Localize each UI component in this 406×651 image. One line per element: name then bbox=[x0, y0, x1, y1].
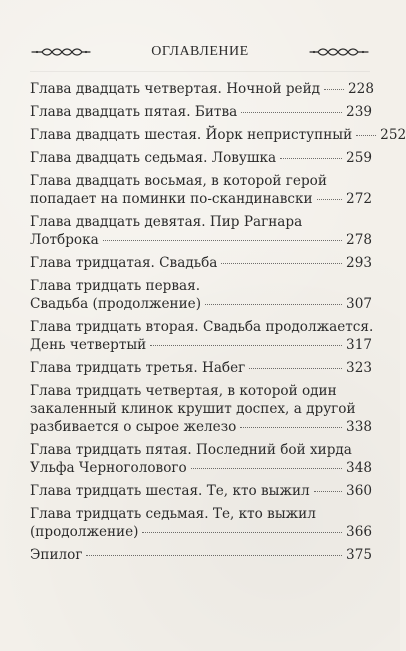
dot-leader bbox=[142, 532, 342, 533]
toc-page-number: 338 bbox=[346, 419, 372, 435]
toc-entry[interactable] bbox=[30, 359, 372, 377]
dot-leader bbox=[191, 468, 342, 469]
dot-leader bbox=[221, 263, 342, 264]
toc-entry-title: День четвертый bbox=[30, 337, 147, 353]
page-title: ОГЛАВЛЕНИЕ bbox=[151, 44, 249, 59]
toc-entry[interactable] bbox=[30, 546, 372, 564]
toc-entry-line: Глава тридцать четвертая, в которой один bbox=[30, 383, 337, 399]
toc-entry-last-line bbox=[30, 482, 372, 500]
dot-leader bbox=[317, 199, 342, 200]
toc-page-number: 360 bbox=[346, 483, 372, 499]
ornamental-flourish-left-icon bbox=[30, 46, 92, 58]
toc-entry-last-line bbox=[30, 190, 372, 208]
toc-entry-title: Эпилог bbox=[30, 547, 83, 563]
toc-entry-line: Глава тридцать седьмая. Те, кто выжил bbox=[30, 506, 316, 522]
toc-entry-title: Глава тридцать шестая. Те, кто выжил bbox=[30, 483, 310, 499]
dot-leader bbox=[241, 112, 342, 113]
toc-entry-last-line bbox=[30, 149, 372, 167]
toc-entry-title: Глава тридцать третья. Набег bbox=[30, 360, 246, 376]
toc-entry-title: Свадьба (продолжение) bbox=[30, 296, 201, 312]
toc-page-number: 307 bbox=[346, 296, 372, 312]
toc-entry[interactable] bbox=[30, 172, 372, 208]
toc-entry-last-line bbox=[30, 103, 372, 121]
table-of-contents bbox=[30, 80, 406, 564]
toc-entry-title: Лотброка bbox=[30, 232, 99, 248]
toc-page-number: 252 bbox=[380, 127, 406, 143]
dot-leader bbox=[150, 345, 342, 346]
toc-entry-title: (продолжение) bbox=[30, 524, 139, 540]
toc-page-number: 259 bbox=[346, 150, 372, 166]
dot-leader bbox=[103, 240, 342, 241]
toc-entry[interactable] bbox=[30, 382, 372, 436]
toc-entry-line: Глава двадцать девятая. Пир Рагнара bbox=[30, 214, 303, 230]
dot-leader bbox=[240, 427, 342, 428]
toc-entry-last-line bbox=[30, 295, 372, 313]
toc-entry-last-line bbox=[30, 359, 372, 377]
toc-page-number: 348 bbox=[346, 460, 372, 476]
toc-page-number: 239 bbox=[346, 104, 372, 120]
toc-page-number: 375 bbox=[346, 547, 372, 563]
toc-entry[interactable] bbox=[30, 80, 372, 98]
toc-entry-line: Глава двадцать восьмая, в которой герой bbox=[30, 173, 327, 189]
toc-entry[interactable] bbox=[30, 482, 372, 500]
toc-page-number: 228 bbox=[348, 81, 374, 97]
dot-leader bbox=[86, 555, 342, 556]
toc-entry-last-line bbox=[30, 254, 372, 272]
toc-entry-line: Глава тридцать первая. bbox=[30, 278, 201, 294]
toc-entry-line: закаленный клинок крушит доспех, а другой bbox=[30, 401, 356, 417]
toc-entry-last-line bbox=[30, 523, 372, 541]
toc-entry[interactable] bbox=[30, 505, 372, 541]
toc-entry-title: Глава двадцать четвертая. Ночной рейд bbox=[30, 81, 321, 97]
toc-entry[interactable] bbox=[30, 318, 372, 354]
toc-entry-last-line bbox=[30, 80, 372, 98]
toc-entry[interactable] bbox=[30, 103, 372, 121]
toc-entry[interactable] bbox=[30, 441, 372, 477]
toc-entry-line: Глава тридцать вторая. Свадьба продолжается. bbox=[30, 319, 374, 335]
toc-entry-line: Глава тридцать пятая. Последний бой хирда bbox=[30, 442, 352, 458]
toc-entry-title: Глава двадцать пятая. Битва bbox=[30, 104, 238, 120]
toc-entry-last-line bbox=[30, 418, 372, 436]
toc-entry-title: попадает на поминки по-скандинавски bbox=[30, 191, 313, 207]
toc-entry[interactable] bbox=[30, 213, 372, 249]
toc-entry-last-line bbox=[30, 459, 372, 477]
toc-page-number: 293 bbox=[346, 255, 372, 271]
toc-entry-last-line bbox=[30, 231, 372, 249]
toc-entry-title: Глава тридцатая. Свадьба bbox=[30, 255, 218, 271]
toc-page-number: 278 bbox=[346, 232, 372, 248]
toc-entry-last-line bbox=[30, 126, 406, 144]
dot-leader bbox=[249, 368, 342, 369]
toc-entry-title: разбивается о сырое железо bbox=[30, 419, 237, 435]
toc-page-number: 317 bbox=[346, 337, 372, 353]
dot-leader bbox=[314, 491, 342, 492]
toc-page-number: 272 bbox=[346, 191, 372, 207]
toc-page-number: 323 bbox=[346, 360, 372, 376]
toc-entry-title: Ульфа Черноголового bbox=[30, 460, 187, 476]
header-divider bbox=[30, 71, 370, 72]
toc-entry-title: Глава двадцать шестая. Йорк неприступный bbox=[30, 127, 353, 143]
toc-header bbox=[30, 44, 370, 60]
dot-leader bbox=[205, 304, 342, 305]
toc-entry-last-line bbox=[30, 546, 372, 564]
toc-entry-title: Глава двадцать седьмая. Ловушка bbox=[30, 150, 277, 166]
toc-entry[interactable] bbox=[30, 149, 372, 167]
toc-entry[interactable] bbox=[30, 254, 372, 272]
toc-entry[interactable] bbox=[30, 126, 406, 144]
ornamental-flourish-right-icon bbox=[308, 46, 370, 58]
toc-entry-last-line bbox=[30, 336, 372, 354]
toc-page-number: 366 bbox=[346, 524, 372, 540]
dot-leader bbox=[356, 135, 376, 136]
toc-entry[interactable] bbox=[30, 277, 372, 313]
dot-leader bbox=[280, 158, 342, 159]
dot-leader bbox=[324, 89, 344, 90]
